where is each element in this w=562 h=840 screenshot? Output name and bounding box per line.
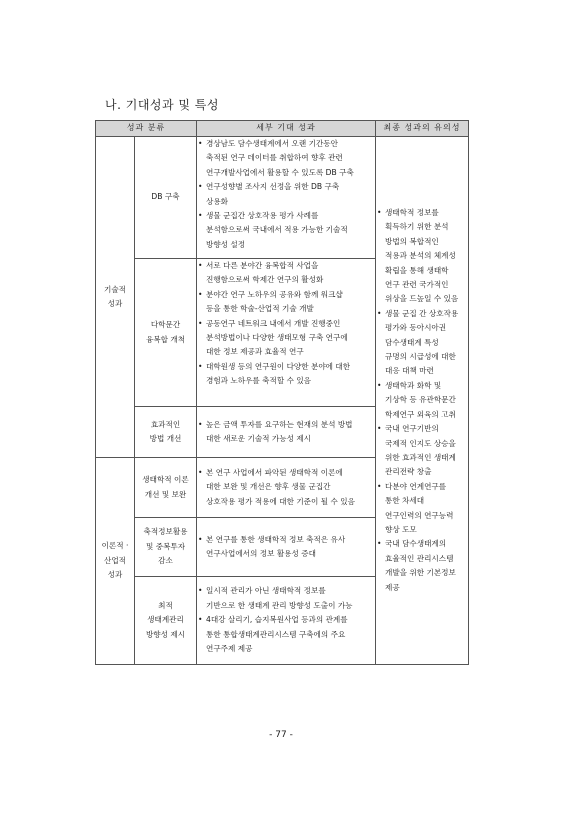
note-line: 위상을 드높일 수 있음	[385, 294, 459, 304]
subcategory-ecological-theory	[135, 458, 197, 518]
note-line: 확립을 통해 생태학	[385, 265, 449, 275]
bullet-icon: •	[377, 481, 382, 491]
group-label-line: 이론적 ·	[101, 541, 129, 551]
details-cell	[197, 458, 376, 518]
group-label-theoretical	[96, 458, 135, 665]
bullet-line: 분야간 연구 노하우의 공유와 함께 워크샵	[206, 289, 343, 299]
bullet-icon: •	[377, 308, 382, 318]
note-line: 획득하기 위한 분석	[385, 222, 449, 232]
note-line: 대응 대책 마련	[385, 366, 434, 376]
subcategory-info-reuse	[135, 518, 197, 577]
subcategory-line: 개선 및 보완	[144, 489, 187, 499]
bullet-line: 연구사업에서의 정보 활용성 증대	[206, 549, 316, 558]
header-significance: 최종 성과의 유의성	[376, 121, 469, 137]
bullet-icon: •	[198, 615, 203, 625]
bullet-line: 기반으로 한 생태계 관리 방향성 도출이 가능	[206, 600, 353, 610]
header-details: 세부 기대 성과	[197, 121, 376, 137]
bullet-item	[197, 360, 375, 389]
subcategory-ecosystem-management	[135, 577, 197, 665]
subcategory-line: DB 구축	[151, 192, 180, 202]
bullet-line: 공동연구 네트워크 내에서 개발 진행중인	[206, 318, 341, 328]
bullet-item	[197, 584, 375, 613]
bullet-line: 본 연구를 통한 생태학적 정보 축적은 유사	[206, 534, 346, 544]
details-cell	[197, 137, 376, 259]
subcategory-interdisciplinary	[135, 259, 197, 407]
bullet-icon: •	[198, 361, 203, 371]
bullet-line: 연구개발사업에서 활용할 수 있도록 DB 구축	[206, 167, 354, 177]
bullet-icon: •	[198, 586, 203, 596]
bullet-line: 대학원생 등의 연구원이 다양한 분야에 대한	[206, 361, 351, 371]
bullet-line: 분석방법이나 다양한 생태모형 구축 연구에	[206, 333, 348, 343]
subcategory-line: 생태계관리	[147, 615, 184, 625]
details-cell	[197, 407, 376, 458]
subcategory-line: 감소	[158, 556, 173, 566]
bullet-line: 본 연구 사업에서 파악된 생태학적 이론에	[206, 467, 343, 477]
bullet-item	[376, 307, 468, 379]
bullet-icon: •	[198, 261, 203, 270]
note-line: 제공	[385, 582, 400, 592]
bullet-line: 4대강 살리기, 습지복원사업 등과의 관계를	[206, 615, 348, 625]
bullet-line: 등을 통한 학술-산업적 기술 개발	[206, 304, 314, 314]
bullet-item	[376, 537, 468, 595]
note-line: 국내 연구기반의	[385, 424, 439, 434]
details-cell	[197, 577, 376, 665]
note-line: 국내 담수생태계의	[385, 539, 447, 549]
bullet-line: 일시적 관리가 아닌 생태학적 정보를	[206, 586, 326, 596]
bullet-item	[376, 422, 468, 480]
bullet-line: 축적된 연구 데이터를 취합하여 향후 관련	[206, 153, 343, 163]
group-label-line: 성과	[107, 570, 123, 580]
note-line: 효율적인 관리시스템	[385, 553, 454, 563]
bullet-line: 생물 군집간 상호작용 평가 사례를	[206, 211, 319, 221]
bullet-icon: •	[198, 419, 203, 429]
section-title: 나. 기대성과 및 특성	[105, 98, 219, 112]
bullet-item	[197, 180, 375, 209]
note-line: 국제적 인지도 상승을	[385, 438, 456, 448]
subcategory-method-improvement	[135, 407, 197, 458]
bullet-line: 상용화	[206, 196, 229, 206]
note-line: 위한 효과적인 생태계	[385, 452, 456, 462]
details-cell	[197, 259, 376, 407]
bullet-icon: •	[198, 211, 203, 221]
bullet-line: 연구성향별 조사지 선정을 위한 DB 구축	[206, 182, 340, 192]
note-line: 규명의 시급성에 대한	[385, 352, 456, 362]
bullet-line: 대한 새로운 기술적 가능성 제시	[206, 434, 312, 443]
table-row	[96, 137, 469, 259]
bullet-icon: •	[377, 380, 382, 390]
bullet-line: 진행함으로써 학제간 연구의 활성화	[206, 275, 324, 285]
note-line: 생태학적 정보를	[385, 208, 439, 218]
bullet-line: 경상남도 담수생태계에서 오랜 기간동안	[206, 139, 338, 148]
bullet-item	[197, 317, 375, 360]
bullet-icon: •	[198, 534, 203, 544]
group-label-line: 산업적	[103, 555, 126, 565]
bullet-item	[197, 259, 375, 288]
details-cell	[197, 518, 376, 577]
bullet-line: 대한 정보 제공과 효율적 연구	[206, 347, 304, 357]
bullet-line: 서로 다른 분야간 융복합적 사업을	[206, 261, 319, 270]
subcategory-db	[135, 137, 197, 259]
header-category: 성과 분류	[96, 121, 197, 137]
subcategory-line: 생태학적 이론	[142, 475, 189, 485]
bullet-item	[197, 418, 375, 447]
note-line: 방법의 복합적인	[385, 236, 439, 246]
bullet-icon: •	[377, 539, 382, 549]
subcategory-line: 융복합 개척	[145, 334, 186, 344]
bullet-icon: •	[198, 139, 203, 148]
note-line: 기상학 등 유관학문간	[385, 395, 456, 405]
bullet-item	[197, 137, 375, 180]
bullet-line: 분석함으로써 국내에서 적용 가능한 기술적	[206, 225, 348, 235]
group-label-line: 성과	[107, 299, 123, 308]
note-line: 연구 관련 국가적인	[385, 280, 449, 290]
bullet-item	[197, 288, 375, 317]
bullet-item	[197, 533, 375, 562]
page-number: - 77 -	[269, 730, 293, 740]
bullet-icon: •	[198, 467, 203, 477]
note-line: 적용과 분석의 체계성	[385, 251, 456, 261]
bullet-line: 대한 보완 및 개선은 향후 생물 군집간	[206, 482, 331, 492]
group-label-line: 기술적	[103, 284, 126, 294]
note-line: 생물 군집 간 상호작용	[385, 308, 459, 318]
table-header-row	[96, 121, 469, 137]
bullet-line: 상호작용 평가 적용에 대한 기준이 될 수 있음	[206, 496, 355, 506]
bullet-line: 통한 통합생태계관리시스템 구축에의 주요	[206, 629, 346, 639]
expected-outcomes-table	[95, 120, 469, 665]
note-line: 관리전략 창출	[385, 467, 432, 477]
bullet-item	[197, 209, 375, 252]
bullet-icon: •	[377, 424, 382, 434]
bullet-icon: •	[377, 208, 382, 218]
bullet-icon: •	[198, 182, 203, 192]
subcategory-line: 축적정보활용	[143, 527, 188, 537]
note-line: 연구인력의 연구능력	[385, 510, 454, 520]
bullet-item	[197, 466, 375, 509]
subcategory-line: 방향성 제시	[145, 629, 186, 639]
subcategory-line: 방법 개선	[149, 434, 182, 443]
group-label-technical	[96, 137, 135, 458]
note-line: 생태학과 화학 및	[385, 380, 442, 390]
note-line: 다분야 연계연구를	[385, 481, 447, 491]
subcategory-line: 효과적인	[150, 419, 181, 429]
bullet-item	[376, 379, 468, 422]
bullet-item	[376, 206, 468, 307]
subcategory-line: 및 중복투자	[145, 541, 186, 551]
note-line: 학제연구 외육의 고취	[385, 409, 456, 419]
subcategory-line: 다학문간	[150, 320, 181, 330]
note-line: 개발을 위한 기본정보	[385, 568, 456, 578]
bullet-line: 방향성 설정	[206, 239, 246, 249]
subcategory-line: 최적	[158, 600, 173, 610]
bullet-item	[376, 480, 468, 538]
note-line: 담수생태계 특성	[385, 337, 439, 347]
bullet-item	[197, 613, 375, 656]
bullet-line: 연구주제 제공	[206, 644, 253, 654]
bullet-icon: •	[198, 289, 203, 299]
note-line: 평가와 동아시아권	[385, 323, 447, 333]
bullet-line: 높은 금액 투자를 요구하는 현재의 분석 방법	[206, 419, 353, 429]
significance-cell	[376, 137, 469, 665]
bullet-icon: •	[198, 318, 203, 328]
note-line: 향상 도모	[385, 524, 417, 534]
note-line: 통한 차세대	[385, 496, 425, 506]
bullet-line: 경험과 노하우를 축적할 수 있음	[206, 376, 312, 386]
